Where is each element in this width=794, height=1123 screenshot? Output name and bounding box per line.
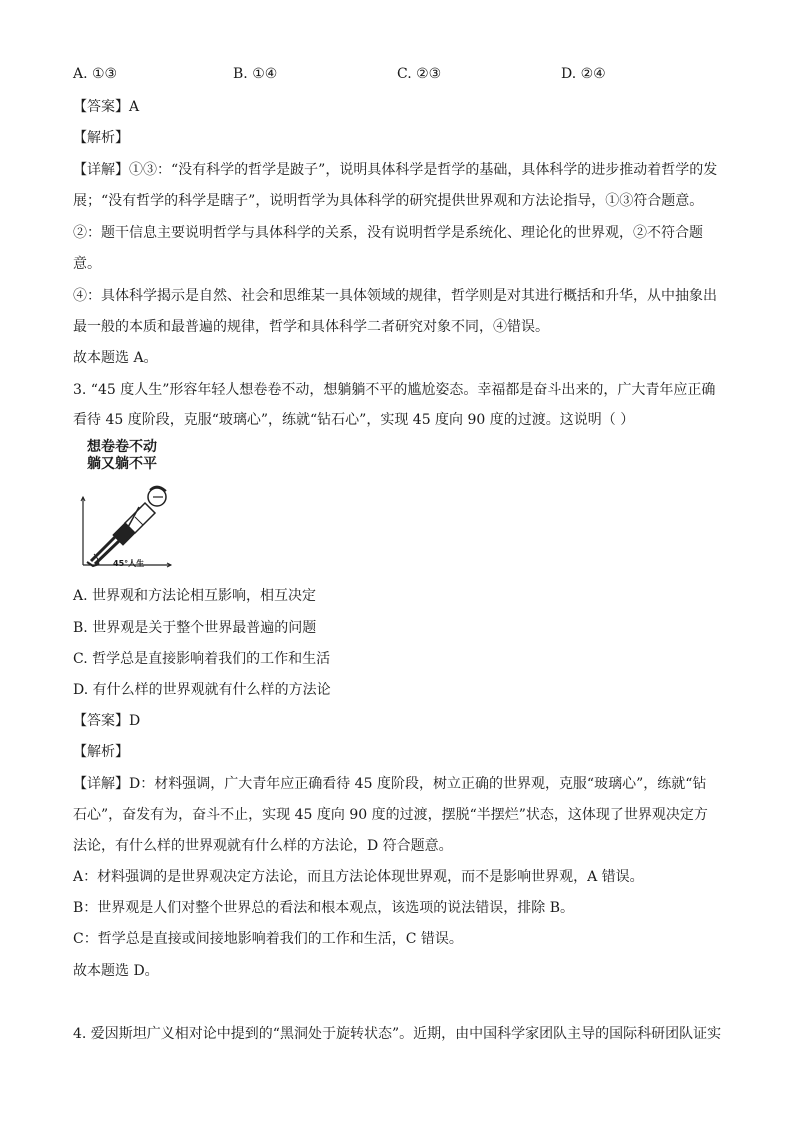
option-c: C. ②③ xyxy=(397,66,442,82)
question-stem: 3. “45 度人生”形容年轻人想卷卷不动，想躺躺不平的尴尬姿态。幸福都是奋斗出来的，广大青年应正确 xyxy=(73,382,716,398)
analysis-label: 【解析】 xyxy=(73,130,129,146)
explain-line: 【详解】D：材料强调，广大青年应正确看待 45 度阶段，树立正确的世界观，克服“玻璃心”，练就“钻 xyxy=(73,776,707,792)
explain-line: ②：题干信息主要说明哲学与具体科学的关系，没有说明哲学是系统化、理论化的世界观，②不符合题 xyxy=(73,225,703,241)
question-2-options xyxy=(73,66,723,86)
option-c: C. 哲学总是直接影响着我们的工作和生活 xyxy=(73,651,331,667)
figure-caption: 躺又躺不平 xyxy=(87,456,157,472)
explain-line: A：材料强调的是世界观决定方法论，而且方法论体现世界观，而不是影响世界观，A 错误。 xyxy=(73,869,644,885)
reclining-figure-illustration xyxy=(73,437,178,577)
answer-label: 【答案】A xyxy=(73,99,140,115)
figure-caption: 想卷卷不动 xyxy=(87,439,157,455)
explain-line: 【详解】①③：“没有科学的哲学是跛子”，说明具体科学是哲学的基础，具体科学的进步推动着哲学的发 xyxy=(73,162,718,178)
answer-label: 【答案】D xyxy=(73,713,141,729)
angle-label: 45°人生 xyxy=(113,559,145,568)
explain-line: C：哲学总是直接或间接地影响着我们的工作和生活，C 错误。 xyxy=(73,931,463,947)
explain-line: ④：具体科学揭示是自然、社会和思维某一具体领域的规律，哲学则是对其进行概括和升华，从中抽象出 xyxy=(73,288,717,304)
option-d: D. ②④ xyxy=(561,66,606,82)
explain-line: 最一般的本质和最普遍的规律，哲学和具体科学二者研究对象不同，④错误。 xyxy=(73,319,549,335)
explain-line: 法论，有什么样的世界观就有什么样的方法论，D 符合题意。 xyxy=(73,838,453,854)
explain-line: 展；“没有哲学的科学是瞎子”，说明哲学为具体科学的研究提供世界观和方法论指导，①③符合题意。 xyxy=(73,193,704,209)
explain-line: 意。 xyxy=(73,256,101,272)
question-stem: 看待 45 度阶段，克服“玻璃心”，练就“钻石心”，实现 45 度向 90 度的过渡。这说明（ ） xyxy=(73,412,635,428)
option-b: B. 世界观是关于整个世界最普遍的问题 xyxy=(73,620,317,636)
option-b: B. ①④ xyxy=(233,66,278,82)
question-stem: 4. 爱因斯坦广义相对论中提到的“黑洞处于旋转状态”。近期，由中国科学家团队主导的国际科研团队证实 xyxy=(73,1026,722,1042)
figure-45-degree-life xyxy=(73,437,178,577)
analysis-label: 【解析】 xyxy=(73,744,129,760)
option-a: A. ①③ xyxy=(73,66,118,82)
explain-line: B：世界观是人们对整个世界总的看法和根本观点，该选项的说法错误，排除 B。 xyxy=(73,900,575,916)
option-a: A. 世界观和方法论相互影响，相互决定 xyxy=(73,588,317,604)
conclusion: 故本题选 A。 xyxy=(73,350,158,366)
option-d: D. 有什么样的世界观就有什么样的方法论 xyxy=(73,682,331,698)
explain-line: 石心”，奋发有为，奋斗不止，实现 45 度向 90 度的过渡，摆脱“半摆烂”状态，这体现了世界观决定方 xyxy=(73,807,708,823)
conclusion: 故本题选 D。 xyxy=(73,963,159,979)
